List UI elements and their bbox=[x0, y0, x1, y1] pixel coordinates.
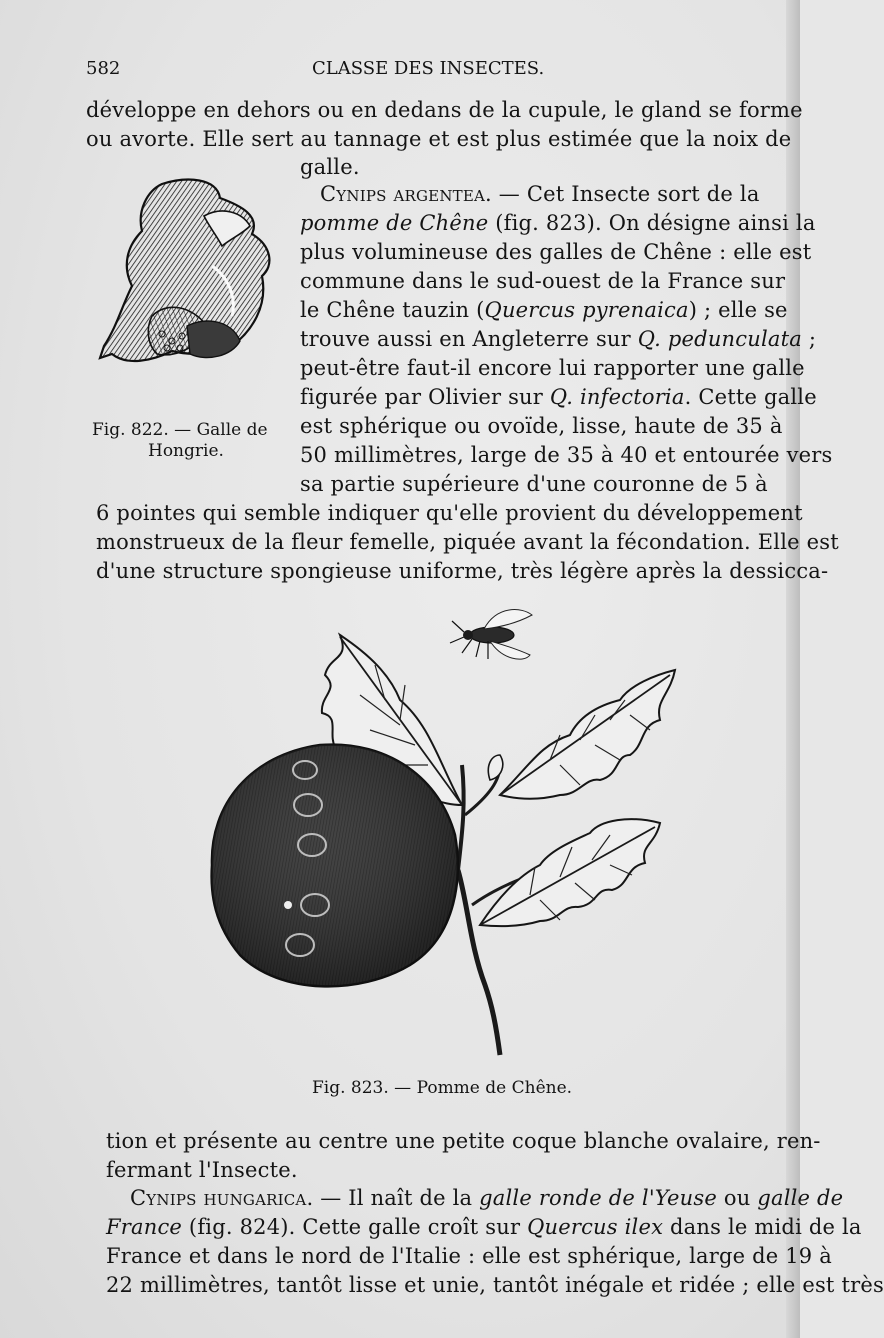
argentea-line-3: plus volumineuse des galles de Chêne : elle est bbox=[300, 240, 812, 264]
body-line-3: galle. bbox=[300, 155, 360, 179]
argentea-line-5: le Chêne tauzin (Quercus pyrenaica) ; elle se bbox=[300, 298, 788, 322]
argentea-line-8: figurée par Olivier sur Q. infectoria. Cette galle bbox=[300, 385, 817, 409]
hungarica-species-name: Cynips hungarica. bbox=[130, 1186, 314, 1210]
argentea-line-2: pomme de Chêne (fig. 823). On désigne ainsi la bbox=[300, 211, 816, 235]
argentea-full-line-2: monstrueux de la fleur femelle, piquée avant la fécondation. Elle est bbox=[96, 530, 839, 554]
argentea-line-4: commune dans le sud-ouest de la France sur bbox=[300, 269, 786, 293]
body-line-2: ou avorte. Elle sert au tannage et est plus estimée que la noix de bbox=[86, 127, 792, 151]
continuation-line-2: fermant l'Insecte. bbox=[106, 1158, 298, 1182]
fig-822-caption-line-2: Hongrie. bbox=[148, 441, 224, 461]
argentea-line-9: est sphérique ou ovoïde, lisse, haute de 35 à bbox=[300, 414, 783, 438]
page-number: 582 bbox=[86, 58, 121, 79]
argentea-full-line-3: d'une structure spongieuse uniforme, très légère après la dessicca- bbox=[96, 559, 829, 583]
argentea-full-line-1: 6 pointes qui semble indiquer qu'elle provient du développement bbox=[96, 501, 803, 525]
hungarica-line-1: Cynips hungarica. — Il naît de la galle ronde de l'Yeuse ou galle de bbox=[130, 1186, 844, 1210]
oak-apple-gall bbox=[212, 745, 458, 987]
oak-stem bbox=[458, 870, 500, 1055]
argentea-species-name: Cynips argentea. bbox=[320, 182, 492, 206]
continuation-line-1: tion et présente au centre une petite coque blanche ovalaire, ren- bbox=[106, 1129, 821, 1153]
hungarica-line-4: 22 millimètres, tantôt lisse et unie, tantôt inégale et ridée ; elle est très bbox=[106, 1273, 884, 1297]
fig-822-gall-illustration bbox=[92, 176, 282, 406]
running-title: CLASSE DES INSECTES. bbox=[312, 58, 545, 79]
argentea-line-10: 50 millimètres, large de 35 à 40 et entourée vers bbox=[300, 443, 833, 467]
body-line-1: développe en dehors ou en dedans de la cupule, le gland se forme bbox=[86, 98, 803, 122]
argentea-line-7: peut-être faut-il encore lui rapporter une galle bbox=[300, 356, 805, 380]
hungarica-line-3: France et dans le nord de l'Italie : elle est sphérique, large de 19 à bbox=[106, 1244, 832, 1268]
fig-822-caption-line-1: Fig. 822. — Galle de bbox=[92, 420, 268, 440]
argentea-line-11: sa partie supérieure d'une couronne de 5 à bbox=[300, 472, 768, 496]
fig-823-caption: Fig. 823. — Pomme de Chêne. bbox=[312, 1078, 573, 1098]
argentea-line-6: trouve aussi en Angleterre sur Q. pedunculata ; bbox=[300, 327, 817, 351]
cynips-insect bbox=[450, 610, 532, 660]
hungarica-line-2: France (fig. 824). Cette galle croît sur Quercus ilex dans le midi de la bbox=[106, 1215, 862, 1239]
fig-823-oak-apple-illustration bbox=[200, 605, 680, 1065]
argentea-line-1: Cynips argentea. — Cet Insecte sort de la bbox=[320, 182, 760, 206]
